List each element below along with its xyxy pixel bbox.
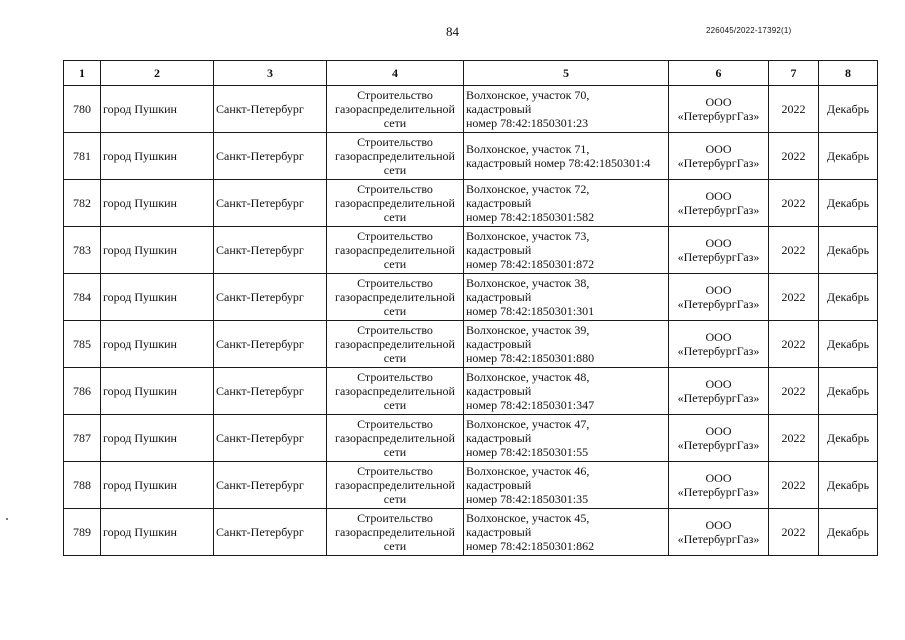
row-number: 786 <box>64 368 101 415</box>
region-cell: Санкт-Петербург <box>214 509 327 556</box>
month-cell: Декабрь <box>819 368 878 415</box>
month-cell: Декабрь <box>819 227 878 274</box>
organization-cell: ООО «ПетербургГаз» <box>669 321 769 368</box>
description-cell: Строительство газораспределительной сети <box>327 180 464 227</box>
row-number: 787 <box>64 415 101 462</box>
table-row <box>64 462 878 509</box>
city-cell: город Пушкин <box>101 368 214 415</box>
city-cell: город Пушкин <box>101 274 214 321</box>
year-cell: 2022 <box>769 274 819 321</box>
column-header: 3 <box>214 61 327 86</box>
month-cell: Декабрь <box>819 133 878 180</box>
city-cell: город Пушкин <box>101 509 214 556</box>
address-cell: Волхонское, участок 39, кадастровый номер 78:42:1850301:880 <box>464 321 669 368</box>
city-cell: город Пушкин <box>101 180 214 227</box>
address-cell: Волхонское, участок 70, кадастровый номер 78:42:1850301:23 <box>464 86 669 133</box>
region-cell: Санкт-Петербург <box>214 415 327 462</box>
month-cell: Декабрь <box>819 462 878 509</box>
year-cell: 2022 <box>769 227 819 274</box>
table-row <box>64 227 878 274</box>
organization-cell: ООО «ПетербургГаз» <box>669 509 769 556</box>
year-cell: 2022 <box>769 321 819 368</box>
column-header: 1 <box>64 61 101 86</box>
table-row <box>64 509 878 556</box>
description-cell: Строительство газораспределительной сети <box>327 133 464 180</box>
organization-cell: ООО «ПетербургГаз» <box>669 274 769 321</box>
table-row <box>64 180 878 227</box>
description-cell: Строительство газораспределительной сети <box>327 368 464 415</box>
region-cell: Санкт-Петербург <box>214 462 327 509</box>
row-number: 789 <box>64 509 101 556</box>
description-cell: Строительство газораспределительной сети <box>327 415 464 462</box>
organization-cell: ООО «ПетербургГаз» <box>669 415 769 462</box>
description-cell: Строительство газораспределительной сети <box>327 86 464 133</box>
column-header: 7 <box>769 61 819 86</box>
month-cell: Декабрь <box>819 509 878 556</box>
organization-cell: ООО «ПетербургГаз» <box>669 368 769 415</box>
address-cell: Волхонское, участок 46, кадастровый номер 78:42:1850301:35 <box>464 462 669 509</box>
margin-mark <box>6 518 8 520</box>
city-cell: город Пушкин <box>101 227 214 274</box>
description-cell: Строительство газораспределительной сети <box>327 274 464 321</box>
month-cell: Декабрь <box>819 86 878 133</box>
address-cell: Волхонское, участок 72, кадастровый номер 78:42:1850301:582 <box>464 180 669 227</box>
description-cell: Строительство газораспределительной сети <box>327 509 464 556</box>
region-cell: Санкт-Петербург <box>214 133 327 180</box>
row-number: 781 <box>64 133 101 180</box>
organization-cell: ООО «ПетербургГаз» <box>669 133 769 180</box>
address-cell: Волхонское, участок 47, кадастровый номер 78:42:1850301:55 <box>464 415 669 462</box>
year-cell: 2022 <box>769 415 819 462</box>
year-cell: 2022 <box>769 180 819 227</box>
column-header: 4 <box>327 61 464 86</box>
description-cell: Строительство газораспределительной сети <box>327 227 464 274</box>
row-number: 782 <box>64 180 101 227</box>
column-header: 5 <box>464 61 669 86</box>
description-cell: Строительство газораспределительной сети <box>327 462 464 509</box>
month-cell: Декабрь <box>819 415 878 462</box>
organization-cell: ООО «ПетербургГаз» <box>669 86 769 133</box>
organization-cell: ООО «ПетербургГаз» <box>669 180 769 227</box>
year-cell: 2022 <box>769 462 819 509</box>
row-number: 785 <box>64 321 101 368</box>
data-table <box>63 60 878 556</box>
year-cell: 2022 <box>769 509 819 556</box>
address-cell: Волхонское, участок 48, кадастровый номер 78:42:1850301:347 <box>464 368 669 415</box>
column-header: 8 <box>819 61 878 86</box>
region-cell: Санкт-Петербург <box>214 274 327 321</box>
year-cell: 2022 <box>769 133 819 180</box>
table-row <box>64 274 878 321</box>
column-header: 6 <box>669 61 769 86</box>
year-cell: 2022 <box>769 86 819 133</box>
region-cell: Санкт-Петербург <box>214 368 327 415</box>
page-number: 84 <box>446 24 459 39</box>
address-cell: Волхонское, участок 71, кадастровый номер 78:42:1850301:4 <box>464 133 669 180</box>
city-cell: город Пушкин <box>101 462 214 509</box>
region-cell: Санкт-Петербург <box>214 180 327 227</box>
table-row <box>64 321 878 368</box>
address-cell: Волхонское, участок 38, кадастровый номер 78:42:1850301:301 <box>464 274 669 321</box>
city-cell: город Пушкин <box>101 133 214 180</box>
month-cell: Декабрь <box>819 321 878 368</box>
address-cell: Волхонское, участок 45, кадастровый номер 78:42:1850301:862 <box>464 509 669 556</box>
year-cell: 2022 <box>769 368 819 415</box>
row-number: 783 <box>64 227 101 274</box>
table-row <box>64 415 878 462</box>
table-row <box>64 133 878 180</box>
organization-cell: ООО «ПетербургГаз» <box>669 227 769 274</box>
row-number: 784 <box>64 274 101 321</box>
organization-cell: ООО «ПетербургГаз» <box>669 462 769 509</box>
city-cell: город Пушкин <box>101 86 214 133</box>
row-number: 788 <box>64 462 101 509</box>
month-cell: Декабрь <box>819 180 878 227</box>
row-number: 780 <box>64 86 101 133</box>
document-reference: 226045/2022-17392(1) <box>706 26 792 35</box>
region-cell: Санкт-Петербург <box>214 86 327 133</box>
region-cell: Санкт-Петербург <box>214 227 327 274</box>
region-cell: Санкт-Петербург <box>214 321 327 368</box>
table-row <box>64 368 878 415</box>
column-header: 2 <box>101 61 214 86</box>
address-cell: Волхонское, участок 73, кадастровый номер 78:42:1850301:872 <box>464 227 669 274</box>
month-cell: Декабрь <box>819 274 878 321</box>
description-cell: Строительство газораспределительной сети <box>327 321 464 368</box>
table-row <box>64 86 878 133</box>
city-cell: город Пушкин <box>101 415 214 462</box>
city-cell: город Пушкин <box>101 321 214 368</box>
header-row <box>64 61 878 86</box>
